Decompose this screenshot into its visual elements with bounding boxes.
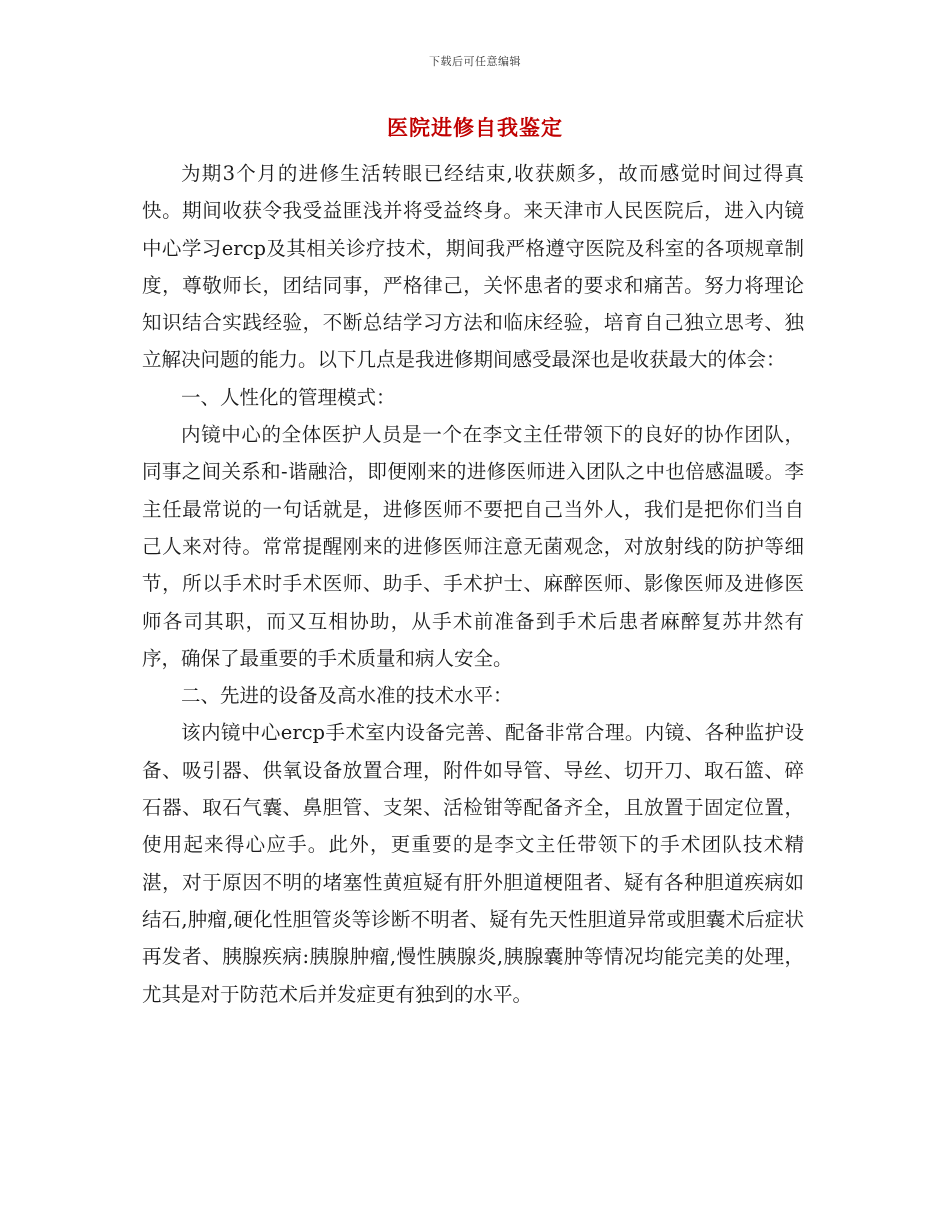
paragraph-equipment: 该内镜中心ercp手术室内设备完善、配备非常合理。内镜、各种监护设备、吸引器、供氧设备放置合理，附件如导管、导丝、切开刀、取石篮、碎石器、取石气囊、鼻胆管、支架、活检钳等配备齐全，且放置于固定位置，使用起来得心应手。此外，更重要的是李文主任带领下的手术团队技术精湛，对于原因不明的堵塞性黄疸疑有肝外胆道梗阻者、疑有各种胆道疾病如结石,肿瘤,硬化性胆管炎等诊断不明者、疑有先天性胆道异常或胆囊术后症状再发者、胰腺疾病:胰腺肿瘤,慢性胰腺炎,胰腺囊肿等情况均能完美的处理，尤其是对于防范术后并发症更有独到的水平。 (142, 721, 804, 1006)
section-heading-1: 一、人性化的管理模式： (181, 385, 396, 409)
page-header-note: 下载后可任意编辑 (429, 55, 521, 68)
document-body (142, 155, 804, 1013)
document-title: 医院进修自我鉴定 (387, 116, 563, 140)
paragraph-intro: 为期3个月的进修生活转眼已经结束,收获颇多，故而感觉时间过得真快。期间收获令我受益匪浅并将受益终身。来天津市人民医院后，进入内镜中心学习ercp及其相关诊疗技术，期间我严格遵守医院及科室的各项规章制度，尊敬师长，团结同事，严格律己，关怀患者的要求和痛苦。努力将理论知识结合实践经验，不断总结学习方法和临床经验，培育自己独立思考、独立解决问题的能力。以下几点是我进修期间感受最深也是收获最大的体会： (142, 162, 804, 372)
paragraph-management: 内镜中心的全体医护人员是一个在李文主任带领下的良好的协作团队，同事之间关系和-谐融洽，即便刚来的进修医师进入团队之中也倍感温暖。李主任最常说的一句话就是，进修医师不要把自己当外人，我们是把你们当自己人来对待。常常提醒刚来的进修医师注意无菌观念，对放射线的防护等细节，所以手术时手术医师、助手、手术护士、麻醉医师、影像医师及进修医师各司其职，而又互相协助，从手术前准备到手术后患者麻醉复苏井然有序，确保了最重要的手术质量和病人安全。 (142, 423, 804, 670)
section-heading-2: 二、先进的设备及高水准的技术水平： (181, 684, 513, 708)
